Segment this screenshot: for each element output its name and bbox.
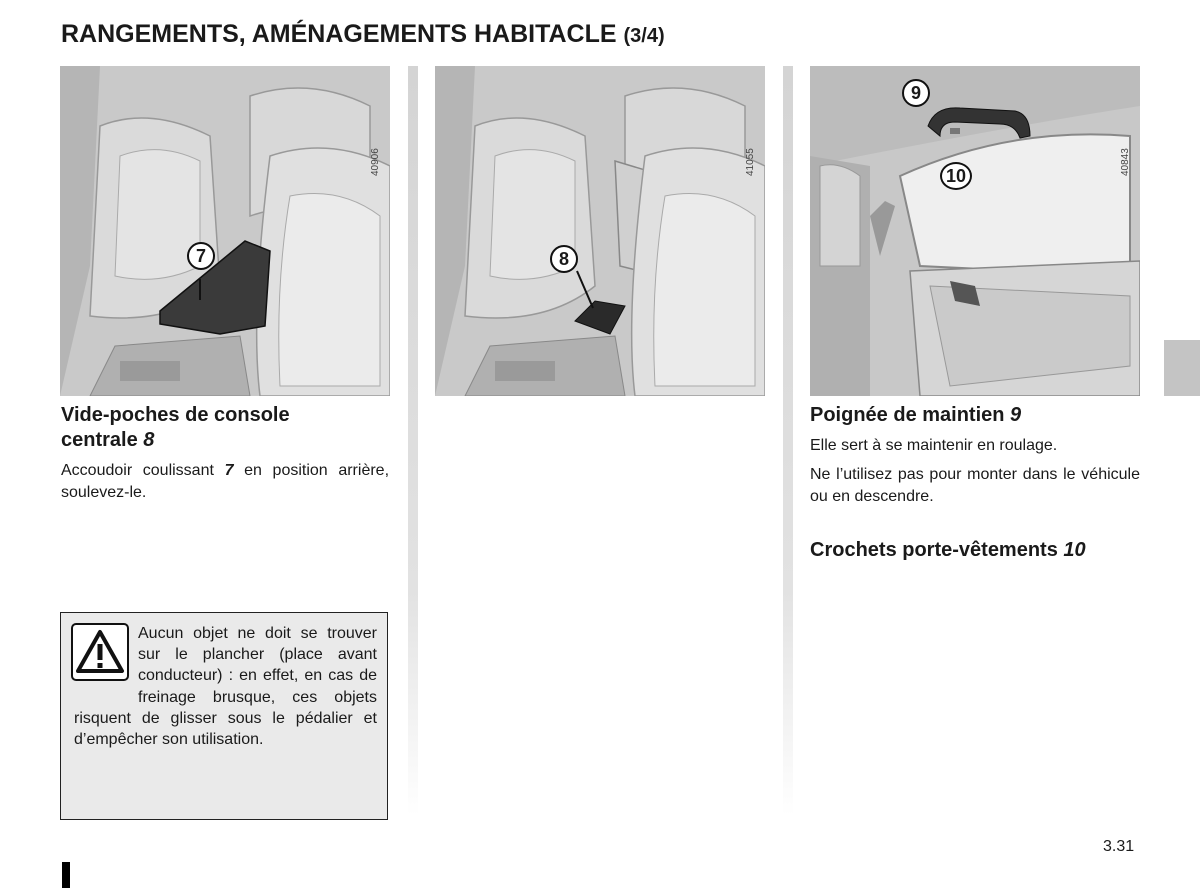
page-title — [61, 20, 665, 49]
corner-mark — [62, 862, 70, 888]
warning-box — [60, 612, 388, 820]
callout-7: 7 — [187, 242, 215, 270]
console-storage-illustration — [435, 66, 765, 396]
heading-coat-hooks-num: 10 — [1063, 539, 1086, 561]
page-part: (3/4) — [623, 25, 665, 47]
figure-ref-40843: 40843 — [1120, 148, 1131, 176]
callout-8: 8 — [550, 245, 578, 273]
callout-10: 10 — [940, 162, 972, 190]
callout-9: 9 — [902, 79, 930, 107]
grab-handle-illustration — [810, 66, 1140, 396]
heading-coat-hooks — [810, 538, 1086, 563]
heading-console-storage-line2 — [61, 428, 290, 453]
heading-console-storage-num: 8 — [143, 429, 155, 451]
heading-console-storage-line1: Vide-poches de console — [61, 404, 290, 426]
figure-grab-handle — [810, 66, 1140, 396]
heading-console-storage — [61, 403, 290, 453]
column-divider-2 — [783, 66, 793, 816]
heading-coat-hooks-text: Crochets porte-vêtements — [810, 539, 1058, 561]
heading-grab-handle-num: 9 — [1010, 404, 1022, 426]
paragraph-grab-handle-1: Elle sert à se maintenir en roulage. — [810, 437, 1058, 454]
warning-triangle-icon — [71, 623, 129, 681]
warning-text: Aucun objet ne doit se trouver sur le plancher (place avant conducteur) : en effet, en cas de freinage brusque, ces objets risquent de glisser sous le pédalier et d’empêcher son utilisation. — [74, 625, 377, 749]
figure-console-storage — [435, 66, 765, 396]
armrest-illustration — [60, 66, 390, 396]
paragraph-armrest-before: Accoudoir coulissant — [61, 462, 214, 479]
heading-grab-handle — [810, 403, 1021, 428]
figure-ref-41055: 41055 — [745, 148, 756, 176]
heading-console-storage-text: centrale — [61, 429, 138, 451]
figure-ref-40906: 40906 — [370, 148, 381, 176]
page-title-text: RANGEMENTS, AMÉNAGEMENTS HABITACLE — [61, 20, 617, 48]
paragraph-armrest-after: en position arrière, soulevez-le. — [61, 462, 390, 501]
paragraph-grab-handle-2: Ne l’utilisez pas pour monter dans le véhicule ou en descendre. — [810, 466, 1140, 505]
paragraph-armrest-num: 7 — [224, 462, 234, 479]
paragraph-armrest — [61, 460, 389, 504]
figure-armrest — [60, 66, 390, 396]
chapter-tab — [1164, 340, 1200, 396]
column-divider-1 — [408, 66, 418, 816]
heading-grab-handle-text: Poignée de maintien — [810, 404, 1005, 426]
page-number: 3.31 — [1103, 838, 1135, 855]
